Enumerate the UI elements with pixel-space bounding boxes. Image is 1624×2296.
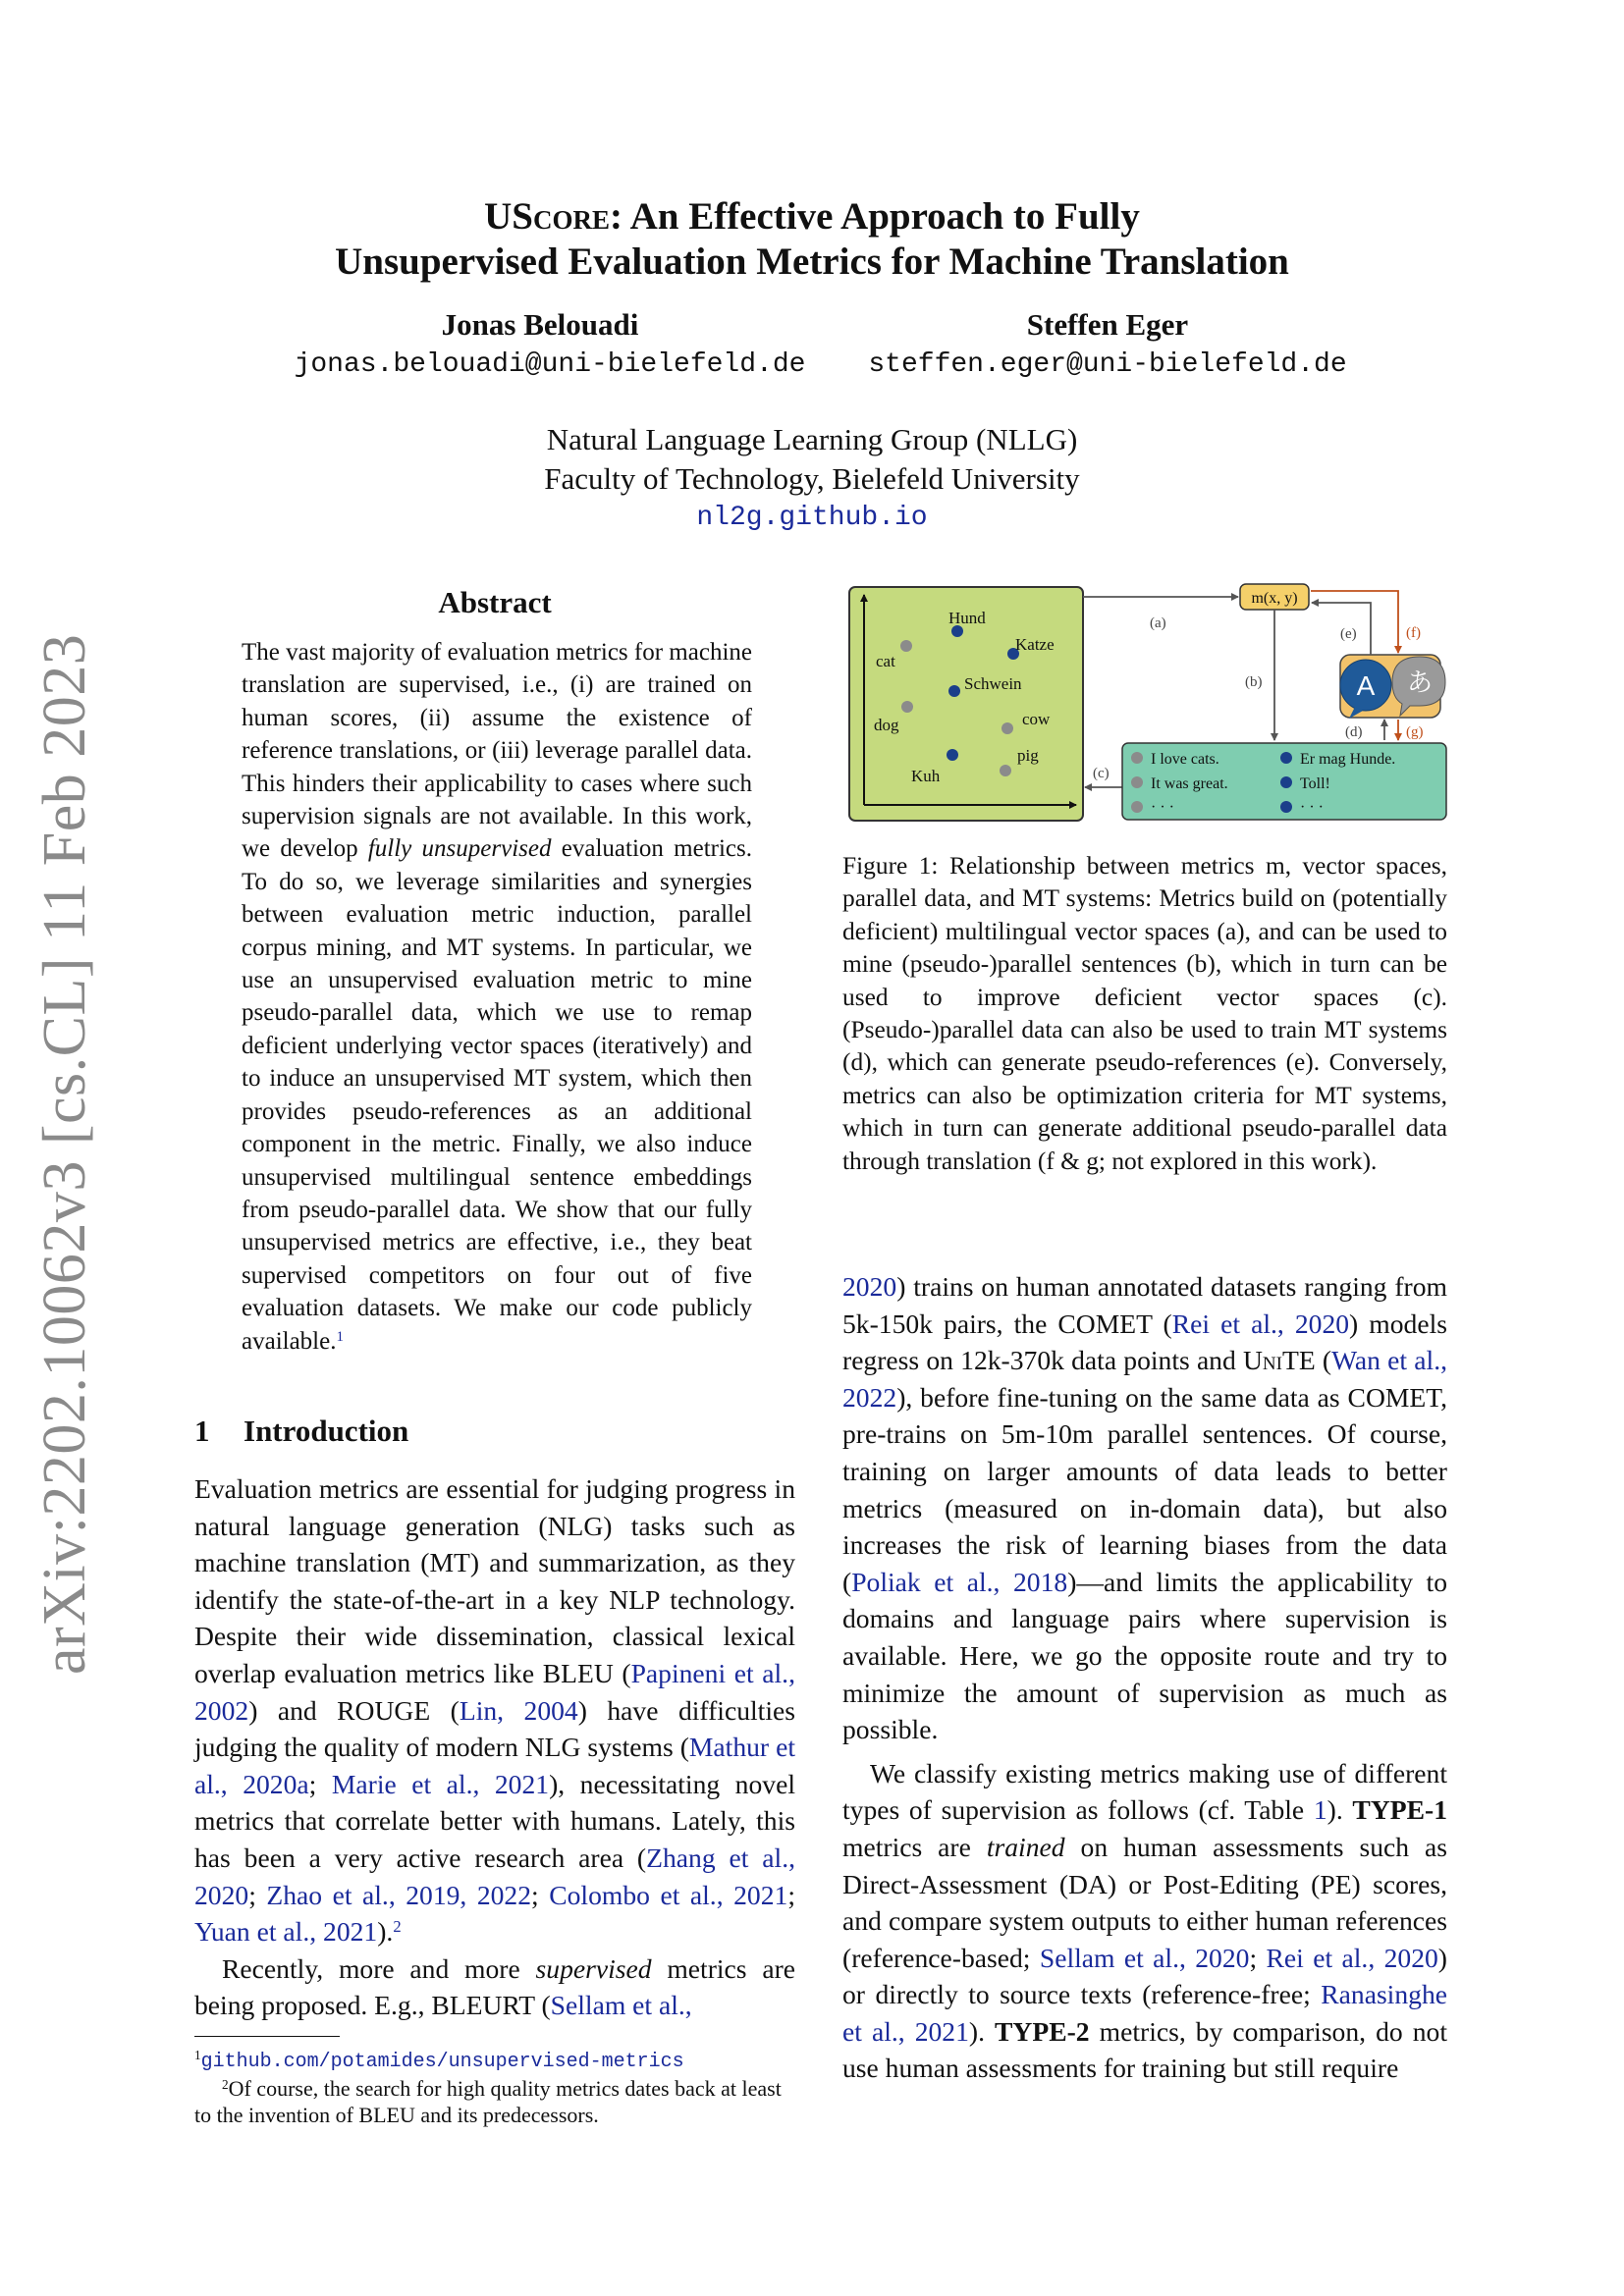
- title-metric-name: UScore: [484, 195, 610, 238]
- citation-marie[interactable]: Marie et al., 2021: [331, 1768, 550, 1799]
- footnote-ref-2[interactable]: 2: [393, 1917, 402, 1937]
- unite-name: UniTE: [1242, 1345, 1316, 1376]
- arrow-f: [1311, 591, 1398, 653]
- sentence-dot-de-2: [1280, 776, 1292, 788]
- figure-1-diagram: [842, 581, 1451, 836]
- sentence-de-3: · · ·: [1300, 799, 1324, 816]
- citation-zhang[interactable]: Zhang et al., 2020: [194, 1842, 795, 1910]
- abstract-part-2: evaluation metrics. To do so, we leverage similarities and synergies between evaluation metric induction, parallel corpus mining, and MT systems. In particular, we use an unsupervised evaluation metric to mine pseudo-parallel data, which we use to remap deficient underlying vector spaces (iteratively) and to induce an unsupervised MT system, which then provides pseudo-references as an additional component in the metric. Finally, we also induce unsupervised multilingual sentence embeddings from pseudo-parallel data. We show that our fully unsupervised metrics are effective, i.e., they beat supervised competitors on four out of five evaluation datasets. We make our code publicly available.: [242, 835, 752, 1355]
- section-title: Introduction: [244, 1414, 409, 1448]
- citation-papineni[interactable]: Papineni et al., 2002: [194, 1657, 795, 1726]
- type1-label: TYPE-1: [1352, 1794, 1447, 1826]
- edge-label-a: (a): [1150, 615, 1166, 631]
- section-number: 1: [194, 1414, 210, 1448]
- mt-icon-letter-ja: あ: [1406, 668, 1434, 698]
- citation-mathur[interactable]: Mathur et al., 2020a: [194, 1732, 795, 1799]
- edge-label-g: (g): [1406, 724, 1424, 740]
- sentence-de-2: Toll!: [1300, 775, 1330, 792]
- sentence-en-3: · · ·: [1151, 799, 1174, 816]
- citation-colombo[interactable]: Colombo et al., 2021: [549, 1879, 788, 1910]
- edge-label-e: (e): [1340, 626, 1357, 642]
- caption-label: Figure 1:: [842, 852, 939, 880]
- website-link[interactable]: nl2g.github.io: [696, 503, 928, 533]
- label-cat: cat: [876, 652, 895, 670]
- citation-rei-2[interactable]: Rei et al., 2020: [1266, 1942, 1438, 1973]
- point-cow: [1001, 722, 1013, 734]
- paper-title: [0, 194, 1624, 285]
- footnote-1-url[interactable]: github.com/potamides/unsupervised-metrics: [200, 2051, 684, 2073]
- abstract-text: [242, 636, 752, 1358]
- emphasis-trained: trained: [986, 1831, 1065, 1862]
- label-schwein: Schwein: [964, 674, 1022, 693]
- citation-zhao[interactable]: Zhao et al., 2019, 2022: [266, 1879, 532, 1910]
- metric-label: m(x, y): [1251, 590, 1298, 607]
- citation-ranasinghe[interactable]: Ranasinghe et al., 2021: [842, 1979, 1447, 2047]
- citation-rei[interactable]: Rei et al., 2020: [1171, 1308, 1350, 1339]
- type2-label: TYPE-2: [995, 2015, 1090, 2047]
- citation-poliak[interactable]: Poliak et al., 2018: [851, 1566, 1068, 1597]
- arxiv-identifier: arXiv:2202.10062v3 [cs.CL] 11 Feb 2023: [31, 633, 98, 1675]
- abstract-part-1: The vast majority of evaluation metrics for machine translation are supervised, i.e., (i) are trained on human scores, (ii) assume the existence of reference translations, or (iii) leverage parallel data. This hinders their applicability to cases where such supervision signals are not available. In this work, we develop: [242, 639, 752, 863]
- table-ref-1[interactable]: 1: [1313, 1794, 1327, 1826]
- citation-yuan[interactable]: Yuan et al., 2021: [194, 1916, 378, 1948]
- intro-paragraph-2: Recently, more and more supervised metrics are being proposed. E.g., BLEURT (Sellam et al.,: [194, 1952, 796, 2021]
- footnote-rule: [194, 2036, 340, 2037]
- sentence-dot-en-2: [1131, 776, 1143, 788]
- affiliation-group: Natural Language Learning Group (NLLG): [546, 422, 1078, 456]
- edge-label-f: (f): [1406, 625, 1421, 641]
- sentence-en-2: It was great.: [1151, 775, 1228, 792]
- label-kuh: Kuh: [911, 767, 941, 785]
- point-kuh: [947, 749, 958, 761]
- point-schwein: [948, 685, 960, 697]
- abstract-heading: Abstract: [438, 585, 552, 619]
- caption-text: Relationship between metrics m, vector spaces, parallel data, and MT systems: Metrics build on (potentially deficient) multilingual vector spaces (a), and can be used to mine (pseudo-)parallel sentences (b), which in turn can be used to improve deficient vector spaces (c). (Pseudo-)parallel data can also be used to train MT systems (d), which can generate pseudo-references (e). Conversely, metrics can also be optimization criteria for MT systems, which in turn can generate additional pseudo-parallel data through translation (f & g; not explored in this work).: [842, 852, 1447, 1175]
- label-hund: Hund: [948, 609, 986, 627]
- point-dog: [901, 701, 913, 713]
- intro-text: [194, 1470, 795, 2024]
- footnote-ref-1[interactable]: 1: [336, 1328, 344, 1345]
- label-dog: dog: [874, 716, 899, 734]
- sentence-dot-de-3: [1280, 801, 1292, 813]
- edge-label-c: (c): [1093, 766, 1110, 781]
- title-line-2: Unsupervised Evaluation Metrics for Machine Translation: [335, 240, 1289, 283]
- point-pig: [1000, 765, 1011, 776]
- right-column-text: [842, 1268, 1447, 2087]
- author-email-2: steffen.eger@uni-bielefeld.de: [868, 349, 1347, 380]
- sentence-dot-en-1: [1131, 752, 1143, 764]
- right-paragraph-2: We classify existing metrics making use of different types of supervision as follows (cf. Table 1). TYPE-1 metrics are trained on human assessments such as Direct-Assessment (DA) or Post-Editing (PE) scores, and compare system outputs to either human references (reference-based; Sellam et al., 2020; Rei et al., 2020) or directly to source texts (reference-free; Ranasinghe et al., 2021). TYPE-2 metrics, by comparison, do not use human assessments for training but still require: [842, 1757, 1447, 2084]
- right-paragraph-1: 2020) trains on human annotated datasets ranging from 5k-150k pairs, the COMET (Rei et al., 2020) models regress on 12k-370k data points and UniTE (Wan et al., 2022), before fine-tuning on the same data as COMET, pre-trains on 5m-10m parallel sentences. Of course, training on larger amounts of data leads to better metrics (measured on in-domain data), but also increases the risk of learning biases from the data (Poliak et al., 2018)—and limits the applicability to domains and language pairs where supervision is available. Here, we go the opposite route and try to minimize the amount of supervision as much as possible.: [842, 1271, 1448, 1745]
- author-name-1: Jonas Belouadi: [441, 307, 639, 342]
- citation-sellam-2[interactable]: Sellam et al., 2020: [1039, 1942, 1250, 1973]
- sentence-de-1: Er mag Hunde.: [1300, 751, 1396, 768]
- sentence-en-1: I love cats.: [1151, 751, 1219, 768]
- point-cat: [900, 640, 912, 652]
- footnote-1: $^1$github.com/potamides/unsupervised-metrics: [194, 2047, 684, 2073]
- sentence-dot-de-1: [1280, 752, 1292, 764]
- mt-system-icon: [1340, 655, 1445, 719]
- section-heading: [194, 1414, 408, 1449]
- title-line-1: : An Effective Approach to Fully: [610, 195, 1140, 238]
- abstract-emphasis: fully unsupervised: [367, 835, 552, 863]
- intro-paragraph-1: Evaluation metrics are essential for judging progress in natural language generation (NLG) tasks such as machine translation (MT) and summarization, as they identify the state-of-the-art in a key NLP technology. Despite their wide dissemination, classical lexical overlap evaluation metrics like BLEU (Papineni et al., 2002) and ROUGE (Lin, 2004) have difficulties judging the quality of modern NLG systems (Mathur et al., 2020a; Marie et al., 2021), necessitating novel metrics that correlate better with humans. Lately, this has been a very active research area (Zhang et al., 2020; Zhao et al., 2019, 2022; Colombo et al., 2021; Yuan et al., 2021).$^2$: [194, 1473, 795, 1948]
- author-email-1: jonas.belouadi@uni-bielefeld.de: [294, 349, 806, 380]
- label-cow: cow: [1022, 710, 1051, 728]
- edge-label-b: (b): [1245, 674, 1263, 690]
- affiliation-faculty: Faculty of Technology, Bielefeld University: [544, 461, 1080, 496]
- label-katze: Katze: [1015, 635, 1055, 654]
- citation-sellam[interactable]: Sellam et al.,: [550, 1990, 692, 2021]
- footnotes: [194, 2046, 803, 2128]
- citation-wan[interactable]: Wan et al., 2022: [842, 1345, 1447, 1413]
- figure-1-caption: [842, 850, 1447, 1178]
- sentence-dot-en-3: [1131, 801, 1143, 813]
- footnote-2: $^2$Of course, the search for high quality metrics dates back at least to the invention of BLEU and its predecessors.: [194, 2076, 782, 2127]
- label-pig: pig: [1017, 746, 1039, 765]
- emphasis-supervised: supervised: [535, 1952, 652, 1984]
- edge-label-d: (d): [1345, 724, 1363, 740]
- citation-sellam-year[interactable]: 2020: [842, 1271, 897, 1302]
- mt-icon-letter-a: A: [1356, 670, 1376, 701]
- author-name-2: Steffen Eger: [1026, 307, 1189, 342]
- citation-lin[interactable]: Lin, 2004: [459, 1694, 578, 1726]
